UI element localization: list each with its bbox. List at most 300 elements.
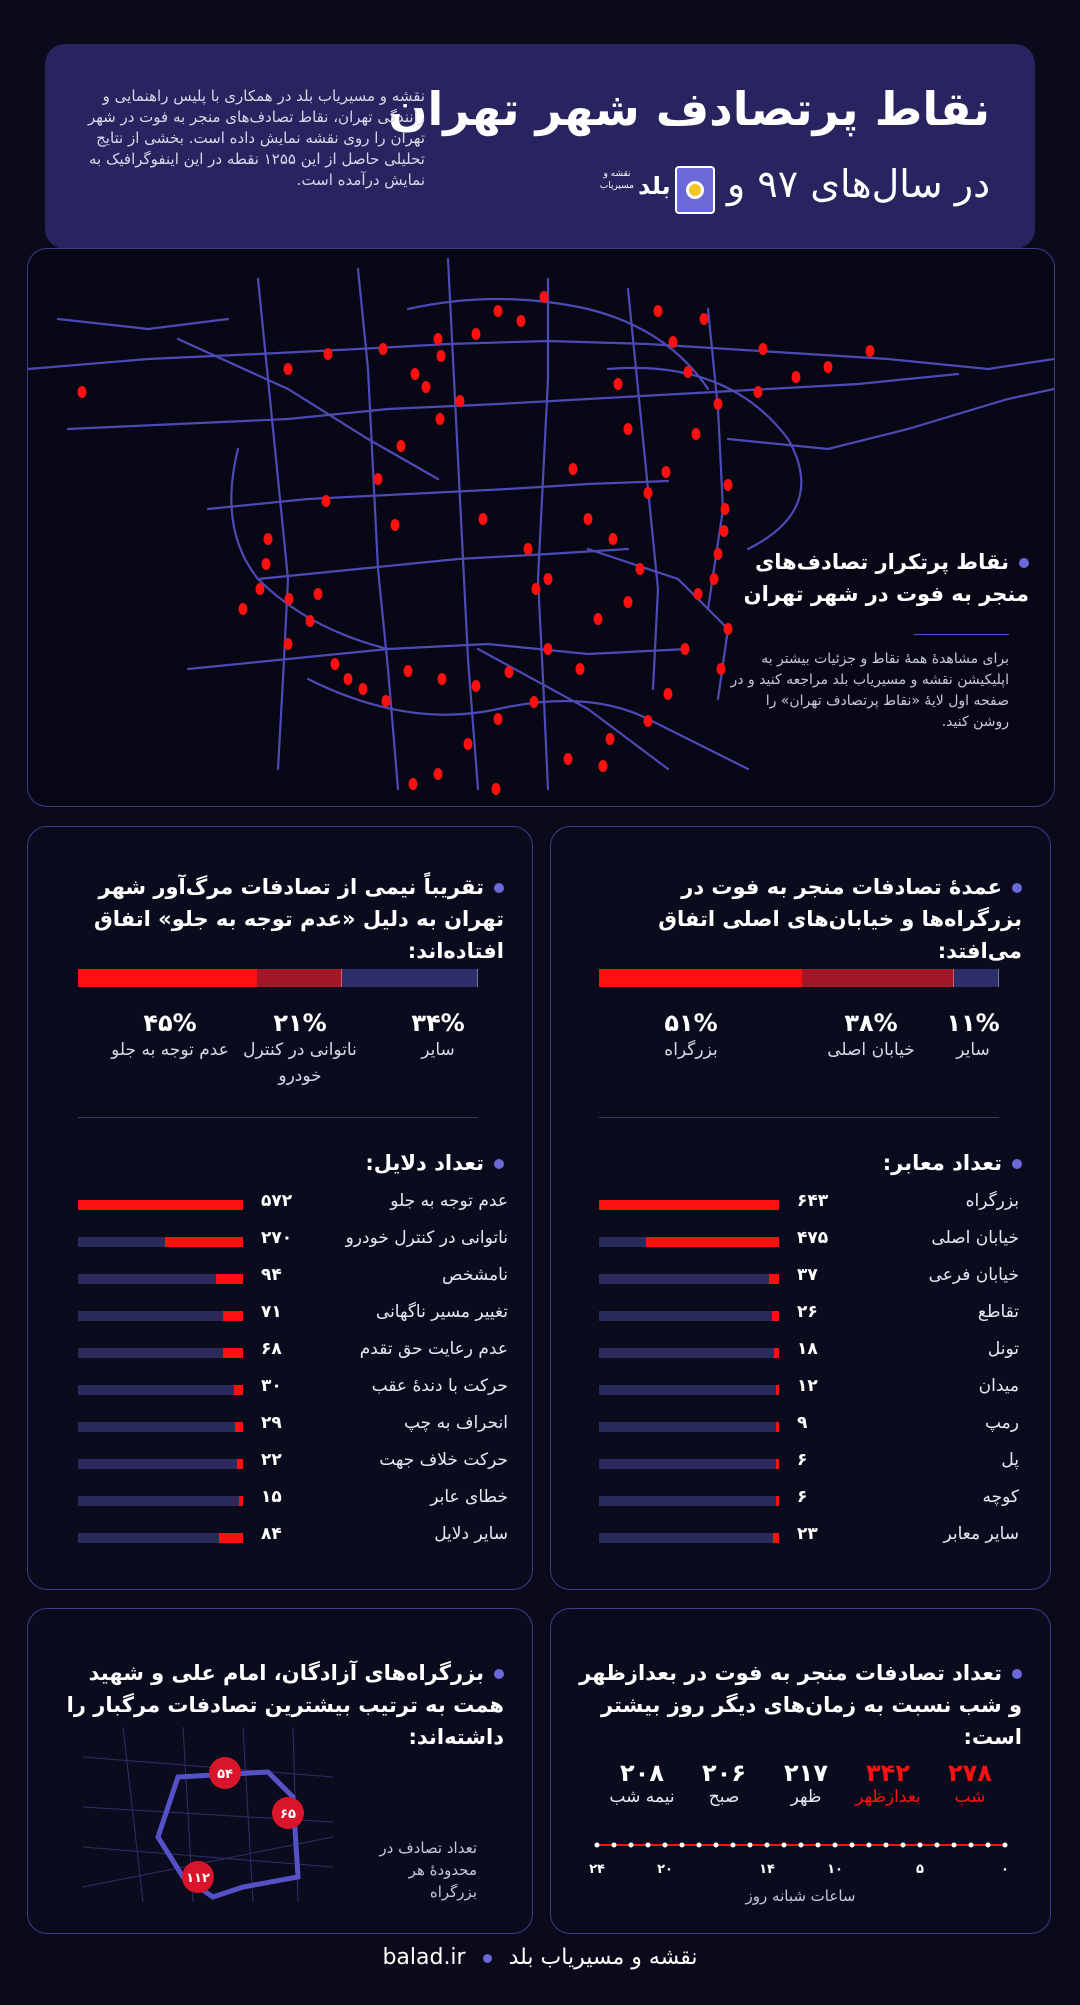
hour-dot xyxy=(612,1843,617,1848)
count-value: ۲۶ xyxy=(797,1302,818,1322)
accident-point xyxy=(517,315,526,327)
accident-point xyxy=(284,638,293,650)
accident-point xyxy=(624,423,633,435)
count-label: نامشخص xyxy=(442,1265,508,1285)
time-count xyxy=(765,1759,847,1807)
map-road xyxy=(538,279,548,789)
accident-point xyxy=(382,695,391,707)
accident-point xyxy=(662,466,671,478)
accident-point xyxy=(374,473,383,485)
share-label xyxy=(913,1009,1033,1063)
accident-point xyxy=(540,291,549,303)
accident-point xyxy=(544,573,553,585)
count-bar-track xyxy=(599,1348,779,1358)
time-count-value: ۲۱۷ xyxy=(784,1759,828,1787)
share-label xyxy=(631,1009,751,1063)
share-percent: ۲۱% xyxy=(273,1009,327,1037)
count-label: خیابان فرعی xyxy=(928,1265,1019,1285)
accident-point xyxy=(624,596,633,608)
accident-point xyxy=(710,573,719,585)
count-bar-track xyxy=(78,1237,243,1247)
accident-point xyxy=(576,663,585,675)
count-bar-fill xyxy=(772,1311,779,1321)
accident-point xyxy=(436,413,445,425)
count-value: ۱۲ xyxy=(797,1376,818,1396)
count-bar-track xyxy=(78,1496,243,1506)
accident-point xyxy=(644,715,653,727)
hour-tick-label: ۲۴ xyxy=(589,1862,605,1877)
hour-tick-label: ۰ xyxy=(1001,1862,1009,1877)
hour-dot xyxy=(833,1843,838,1848)
map-road xyxy=(588,549,728,699)
cause-share-labels xyxy=(78,1009,498,1099)
hour-dot xyxy=(782,1843,787,1848)
time-count-label: نیمه شب xyxy=(609,1787,675,1807)
count-label: سایر دلایل xyxy=(434,1524,508,1544)
accident-point xyxy=(544,643,553,655)
accident-point xyxy=(694,588,703,600)
accident-point xyxy=(724,479,733,491)
share-label xyxy=(110,1009,230,1063)
count-label: عدم رعایت حق تقدم xyxy=(359,1339,508,1359)
count-label: حرکت با دندهٔ عقب xyxy=(371,1376,508,1396)
count-bar-track xyxy=(78,1311,243,1321)
count-bar-fill xyxy=(773,1533,779,1543)
share-percent: ۵۱% xyxy=(664,1009,718,1037)
share-category: بزرگراه xyxy=(664,1040,718,1060)
cause-divider xyxy=(78,1117,478,1118)
hour-dot xyxy=(986,1843,991,1848)
count-value: ۵۷۲ xyxy=(261,1191,293,1211)
footer-dot-icon xyxy=(483,1954,492,1963)
map-road xyxy=(608,368,801,549)
accident-map[interactable] xyxy=(27,248,1055,807)
count-value: ۲۷۰ xyxy=(261,1228,293,1248)
accident-point xyxy=(359,683,368,695)
accident-point xyxy=(78,386,87,398)
header-description: نقشه و مسیریاب بلد در همکاری با پلیس راهنمایی و رانندگی تهران، نقاط تصادف‌های منجر به فوت در شهر تهران را روی نقشه نمایش داده است. بخشی از نتایج تحلیلی حاصل از این ۱۲۵۵ نقطه در این اینفوگرافیک به نمایش درآمده است. xyxy=(87,87,425,189)
page-title: نقاط پرتصادف شهر تهران xyxy=(388,82,990,136)
count-bar-fill xyxy=(776,1385,779,1395)
time-count-value: ۲۰۸ xyxy=(620,1759,664,1787)
count-bar-track xyxy=(599,1274,779,1284)
time-count-label: بعدازظهر xyxy=(855,1787,921,1807)
share-label xyxy=(378,1009,498,1063)
hour-dot xyxy=(969,1843,974,1848)
count-bar-fill xyxy=(776,1422,779,1432)
hour-dot xyxy=(918,1843,923,1848)
cause-panel-title: تقریباً نیمی از تصادفات مرگ‌آور شهر تهران به دلیل «عدم توجه به جلو» اتفاق افتاده‌اند: xyxy=(54,871,504,967)
count-bar-track xyxy=(599,1385,779,1395)
share-segment xyxy=(954,969,999,987)
count-value: ۷۱ xyxy=(261,1302,282,1322)
count-value: ۶ xyxy=(797,1487,808,1507)
hour-tick-label: ۲۰ xyxy=(657,1862,673,1877)
count-row xyxy=(78,1413,508,1441)
header-card xyxy=(45,44,1035,249)
count-bar-track xyxy=(599,1496,779,1506)
accident-point xyxy=(411,368,420,380)
accident-point xyxy=(456,395,465,407)
count-bar-fill xyxy=(235,1422,243,1432)
accident-point xyxy=(584,513,593,525)
time-count-label: شب xyxy=(954,1787,986,1807)
share-percent: ۴۵% xyxy=(143,1009,197,1037)
count-bar-fill xyxy=(219,1533,243,1543)
road-type-panel xyxy=(550,826,1051,1590)
count-row xyxy=(599,1450,1019,1478)
count-bar-fill xyxy=(776,1459,779,1469)
count-bar-track xyxy=(78,1348,243,1358)
count-label: خطای عابر xyxy=(430,1487,508,1507)
time-count xyxy=(929,1759,1011,1807)
map-divider xyxy=(914,634,1009,635)
road-count-title: تعداد معابر: xyxy=(883,1147,1022,1179)
hour-dot xyxy=(1003,1843,1008,1848)
share-label xyxy=(240,1009,360,1089)
accident-point xyxy=(256,583,265,595)
count-value: ۹۴ xyxy=(261,1265,282,1285)
time-count xyxy=(847,1759,929,1807)
accident-point xyxy=(792,371,801,383)
hour-dot xyxy=(867,1843,872,1848)
count-label: تقاطع xyxy=(977,1302,1019,1322)
hour-dot xyxy=(680,1843,685,1848)
share-segment xyxy=(342,969,478,987)
cause-count-title: تعداد دلایل: xyxy=(365,1147,504,1179)
count-label: انحراف به چپ xyxy=(403,1413,508,1433)
count-bar-track xyxy=(599,1459,779,1469)
count-label: میدان xyxy=(978,1376,1019,1396)
hour-dot xyxy=(697,1843,702,1848)
accident-point xyxy=(434,333,443,345)
count-value: ۲۳ xyxy=(797,1524,818,1544)
count-value: ۳۷ xyxy=(797,1265,818,1285)
time-panel-title: تعداد تصادفات منجر به فوت در بعدازظهر و شب نسبت به زمان‌های دیگر روز بیشتر است: xyxy=(572,1657,1022,1753)
map-road xyxy=(308,679,748,769)
count-bar-track xyxy=(599,1311,779,1321)
accident-point xyxy=(669,336,678,348)
count-row xyxy=(78,1339,508,1367)
count-label: ناتوانی در کنترل خودرو xyxy=(345,1228,508,1248)
hour-tick-label: ۱۴ xyxy=(759,1862,775,1877)
accident-point xyxy=(636,563,645,575)
count-row xyxy=(78,1376,508,1404)
logo-tagline: نقشه و مسیریاب xyxy=(599,169,634,191)
count-row xyxy=(78,1191,508,1219)
accident-point xyxy=(724,623,733,635)
time-count-value: ۲۰۶ xyxy=(702,1759,746,1787)
count-label: رمپ xyxy=(984,1413,1019,1433)
count-bar-track xyxy=(78,1422,243,1432)
hour-dot xyxy=(765,1843,770,1848)
count-label: کوچه xyxy=(982,1487,1019,1507)
count-value: ۹ xyxy=(797,1413,808,1433)
share-segment xyxy=(257,969,342,987)
count-row xyxy=(599,1487,1019,1515)
count-bar-track xyxy=(78,1385,243,1395)
accident-point xyxy=(314,588,323,600)
hour-dot xyxy=(850,1843,855,1848)
count-bar-fill xyxy=(237,1459,243,1469)
accident-point xyxy=(664,688,673,700)
count-label: حرکت خلاف جهت xyxy=(379,1450,508,1470)
share-category: سایر xyxy=(421,1040,455,1060)
footer xyxy=(0,1945,1080,1970)
road-share-labels xyxy=(599,1009,1019,1089)
count-row xyxy=(78,1228,508,1256)
count-bar-fill xyxy=(223,1311,243,1321)
count-value: ۳۰ xyxy=(261,1376,282,1396)
accident-point xyxy=(714,398,723,410)
accident-point xyxy=(322,495,331,507)
accident-point xyxy=(479,513,488,525)
time-counts xyxy=(591,1759,1011,1829)
hour-dot xyxy=(816,1843,821,1848)
accident-point xyxy=(324,348,333,360)
accident-point xyxy=(866,345,875,357)
count-row xyxy=(599,1339,1019,1367)
time-count-value: ۲۷۸ xyxy=(948,1759,992,1787)
accident-point xyxy=(654,305,663,317)
count-bar-track xyxy=(78,1459,243,1469)
highway-ring-route xyxy=(158,1772,298,1897)
share-percent: ۳۴% xyxy=(411,1009,465,1037)
accident-point xyxy=(609,533,618,545)
count-bar-fill xyxy=(774,1348,779,1358)
accident-point xyxy=(824,361,833,373)
share-category: خیابان اصلی xyxy=(827,1040,915,1060)
count-value: ۱۵ xyxy=(261,1487,282,1507)
hour-dot xyxy=(646,1843,651,1848)
highway-panel xyxy=(27,1608,533,1934)
accident-point xyxy=(681,643,690,655)
count-bar-fill xyxy=(599,1200,779,1210)
count-value: ۶۸ xyxy=(261,1339,282,1359)
map-road xyxy=(708,309,723,609)
map-road xyxy=(478,649,668,769)
hour-dot xyxy=(629,1843,634,1848)
count-bar-fill xyxy=(216,1274,243,1284)
highway-badge-value: ۶۵ xyxy=(280,1807,296,1822)
hour-tick-label: ۱۰ xyxy=(827,1862,843,1877)
hour-dot xyxy=(884,1843,889,1848)
map-road xyxy=(58,319,228,329)
accident-point xyxy=(569,463,578,475)
share-percent: ۱۱% xyxy=(946,1009,1000,1037)
accident-point xyxy=(614,378,623,390)
count-row xyxy=(78,1450,508,1478)
count-bar-track xyxy=(599,1533,779,1543)
cause-share-bar xyxy=(78,969,478,987)
count-bar-fill xyxy=(234,1385,243,1395)
map-road xyxy=(728,389,1054,449)
count-value: ۶۴۳ xyxy=(797,1191,829,1211)
count-bar-fill xyxy=(769,1274,779,1284)
footer-url[interactable]: balad.ir xyxy=(382,1945,466,1970)
count-row xyxy=(599,1228,1019,1256)
accident-point xyxy=(472,680,481,692)
accident-point xyxy=(422,381,431,393)
accident-point xyxy=(606,733,615,745)
accident-point xyxy=(331,658,340,670)
map-road xyxy=(188,644,688,669)
count-bar-track xyxy=(599,1422,779,1432)
count-value: ۲۹ xyxy=(261,1413,282,1433)
map-note: برای مشاهدهٔ همهٔ نقاط و جزئیات بیشتر به اپلیکیشن نقشه و مسیریاب بلد مراجعه کنید و در صفحه اول لایهٔ «نقاط پرتصادف تهران» را روشن کنید. xyxy=(730,651,1009,730)
count-value: ۱۸ xyxy=(797,1339,818,1359)
accident-point xyxy=(594,613,603,625)
road-panel-title: عمدهٔ تصادفات منجر به فوت در بزرگراه‌ها و خیابان‌های اصلی اتفاق می‌افتد: xyxy=(582,871,1022,967)
page-subtitle: در سال‌های ۹۷ و xyxy=(726,162,990,206)
time-panel xyxy=(550,1608,1051,1934)
hour-dot xyxy=(595,1843,600,1848)
hour-dot xyxy=(935,1843,940,1848)
accident-point xyxy=(262,558,271,570)
accident-point xyxy=(684,366,693,378)
time-count-label: صبح xyxy=(708,1787,740,1807)
hour-dot xyxy=(799,1843,804,1848)
count-row xyxy=(78,1524,508,1552)
share-segment xyxy=(599,969,802,987)
accident-point xyxy=(472,328,481,340)
accident-point xyxy=(434,768,443,780)
count-bar-track xyxy=(78,1274,243,1284)
hour-dot xyxy=(731,1843,736,1848)
count-bar-track xyxy=(78,1533,243,1543)
hour-dot xyxy=(748,1843,753,1848)
count-value: ۶ xyxy=(797,1450,808,1470)
accident-point xyxy=(505,666,514,678)
count-label: خیابان اصلی xyxy=(931,1228,1019,1248)
highway-note: تعداد تصادف در محدودهٔ هر بزرگراه xyxy=(379,1839,477,1901)
accident-point xyxy=(492,783,501,795)
accident-point xyxy=(714,548,723,560)
map-title: نقاط پرتکرار تصادف‌های منجر به فوت در شهر تهران xyxy=(729,546,1029,610)
accident-point xyxy=(284,363,293,375)
highway-badge-value: ۱۱۲ xyxy=(186,1871,210,1886)
count-row xyxy=(78,1302,508,1330)
map-road xyxy=(628,289,658,689)
count-bar-fill xyxy=(239,1496,243,1506)
hour-axis xyxy=(581,1831,1021,1891)
count-bar-fill xyxy=(78,1200,243,1210)
accident-point xyxy=(397,440,406,452)
accident-point xyxy=(754,386,763,398)
road-share-bar xyxy=(599,969,999,987)
highway-panel-title: بزرگراه‌های آزادگان، امام علی و شهید همت به ترتیب بیشترین تصادفات مرگبار را داشته‌اند: xyxy=(54,1657,504,1753)
count-label: عدم توجه به جلو xyxy=(390,1191,508,1211)
accident-point xyxy=(379,343,388,355)
count-bar-fill xyxy=(646,1237,779,1247)
count-row xyxy=(599,1191,1019,1219)
accident-point xyxy=(564,753,573,765)
time-count xyxy=(601,1759,683,1807)
accident-point xyxy=(692,428,701,440)
count-row xyxy=(599,1376,1019,1404)
accident-point xyxy=(494,713,503,725)
share-category: سایر xyxy=(956,1040,990,1060)
balad-logo[interactable] xyxy=(600,164,710,214)
count-bar-track xyxy=(78,1200,243,1210)
map-road xyxy=(28,341,1054,369)
accident-point xyxy=(437,350,446,362)
cause-panel xyxy=(27,826,533,1590)
share-segment xyxy=(78,969,257,987)
count-row xyxy=(599,1265,1019,1293)
count-label: بزرگراه xyxy=(965,1191,1019,1211)
hour-axis-label: ساعات شبانه روز xyxy=(745,1887,856,1905)
logo-name: بلد xyxy=(638,172,671,200)
accident-point xyxy=(532,583,541,595)
time-count-label: ظهر xyxy=(790,1787,822,1807)
share-category: ناتوانی در کنترل خودرو xyxy=(243,1040,357,1086)
hour-dot xyxy=(714,1843,719,1848)
accident-point xyxy=(404,665,413,677)
accident-point xyxy=(285,593,294,605)
accident-point xyxy=(264,533,273,545)
count-row xyxy=(599,1302,1019,1330)
accident-point xyxy=(306,615,315,627)
count-bar-track xyxy=(599,1200,779,1210)
balad-logo-icon xyxy=(675,166,715,214)
share-percent: ۳۸% xyxy=(844,1009,898,1037)
count-row xyxy=(78,1487,508,1515)
map-road xyxy=(208,481,668,509)
count-label: تغییر مسیر ناگهانی xyxy=(375,1302,508,1322)
hour-dot xyxy=(952,1843,957,1848)
hour-tick-label: ۵ xyxy=(916,1862,924,1877)
count-bar-track xyxy=(599,1237,779,1247)
accident-point xyxy=(524,543,533,555)
accident-point xyxy=(409,778,418,790)
road-divider xyxy=(599,1117,999,1118)
count-bar-fill xyxy=(223,1348,243,1358)
share-segment xyxy=(802,969,954,987)
accident-point xyxy=(721,503,730,515)
count-bar-fill xyxy=(776,1496,779,1506)
accident-point xyxy=(464,738,473,750)
footer-brand: نقشه و مسیریاب بلد xyxy=(508,1945,698,1970)
map-road xyxy=(258,549,628,579)
accident-point xyxy=(717,663,726,675)
count-label: پل xyxy=(1001,1450,1019,1470)
hour-dot xyxy=(663,1843,668,1848)
accident-point xyxy=(239,603,248,615)
count-value: ۴۷۵ xyxy=(797,1228,829,1248)
count-bar-fill xyxy=(165,1237,243,1247)
count-row xyxy=(78,1265,508,1293)
highway-badge-value: ۵۴ xyxy=(217,1767,233,1782)
map-road xyxy=(68,374,958,429)
accident-point xyxy=(494,305,503,317)
count-label: تونل xyxy=(987,1339,1019,1359)
accident-point xyxy=(438,673,447,685)
accident-point xyxy=(759,343,768,355)
time-count-value: ۳۴۲ xyxy=(866,1759,910,1787)
accident-point xyxy=(720,525,729,537)
accident-point xyxy=(344,673,353,685)
accident-point xyxy=(530,696,539,708)
hour-dot xyxy=(901,1843,906,1848)
count-row xyxy=(599,1524,1019,1552)
accident-point xyxy=(391,519,400,531)
count-value: ۲۲ xyxy=(261,1450,282,1470)
accident-point xyxy=(599,760,608,772)
time-count xyxy=(683,1759,765,1807)
count-row xyxy=(599,1413,1019,1441)
accident-point xyxy=(644,487,653,499)
